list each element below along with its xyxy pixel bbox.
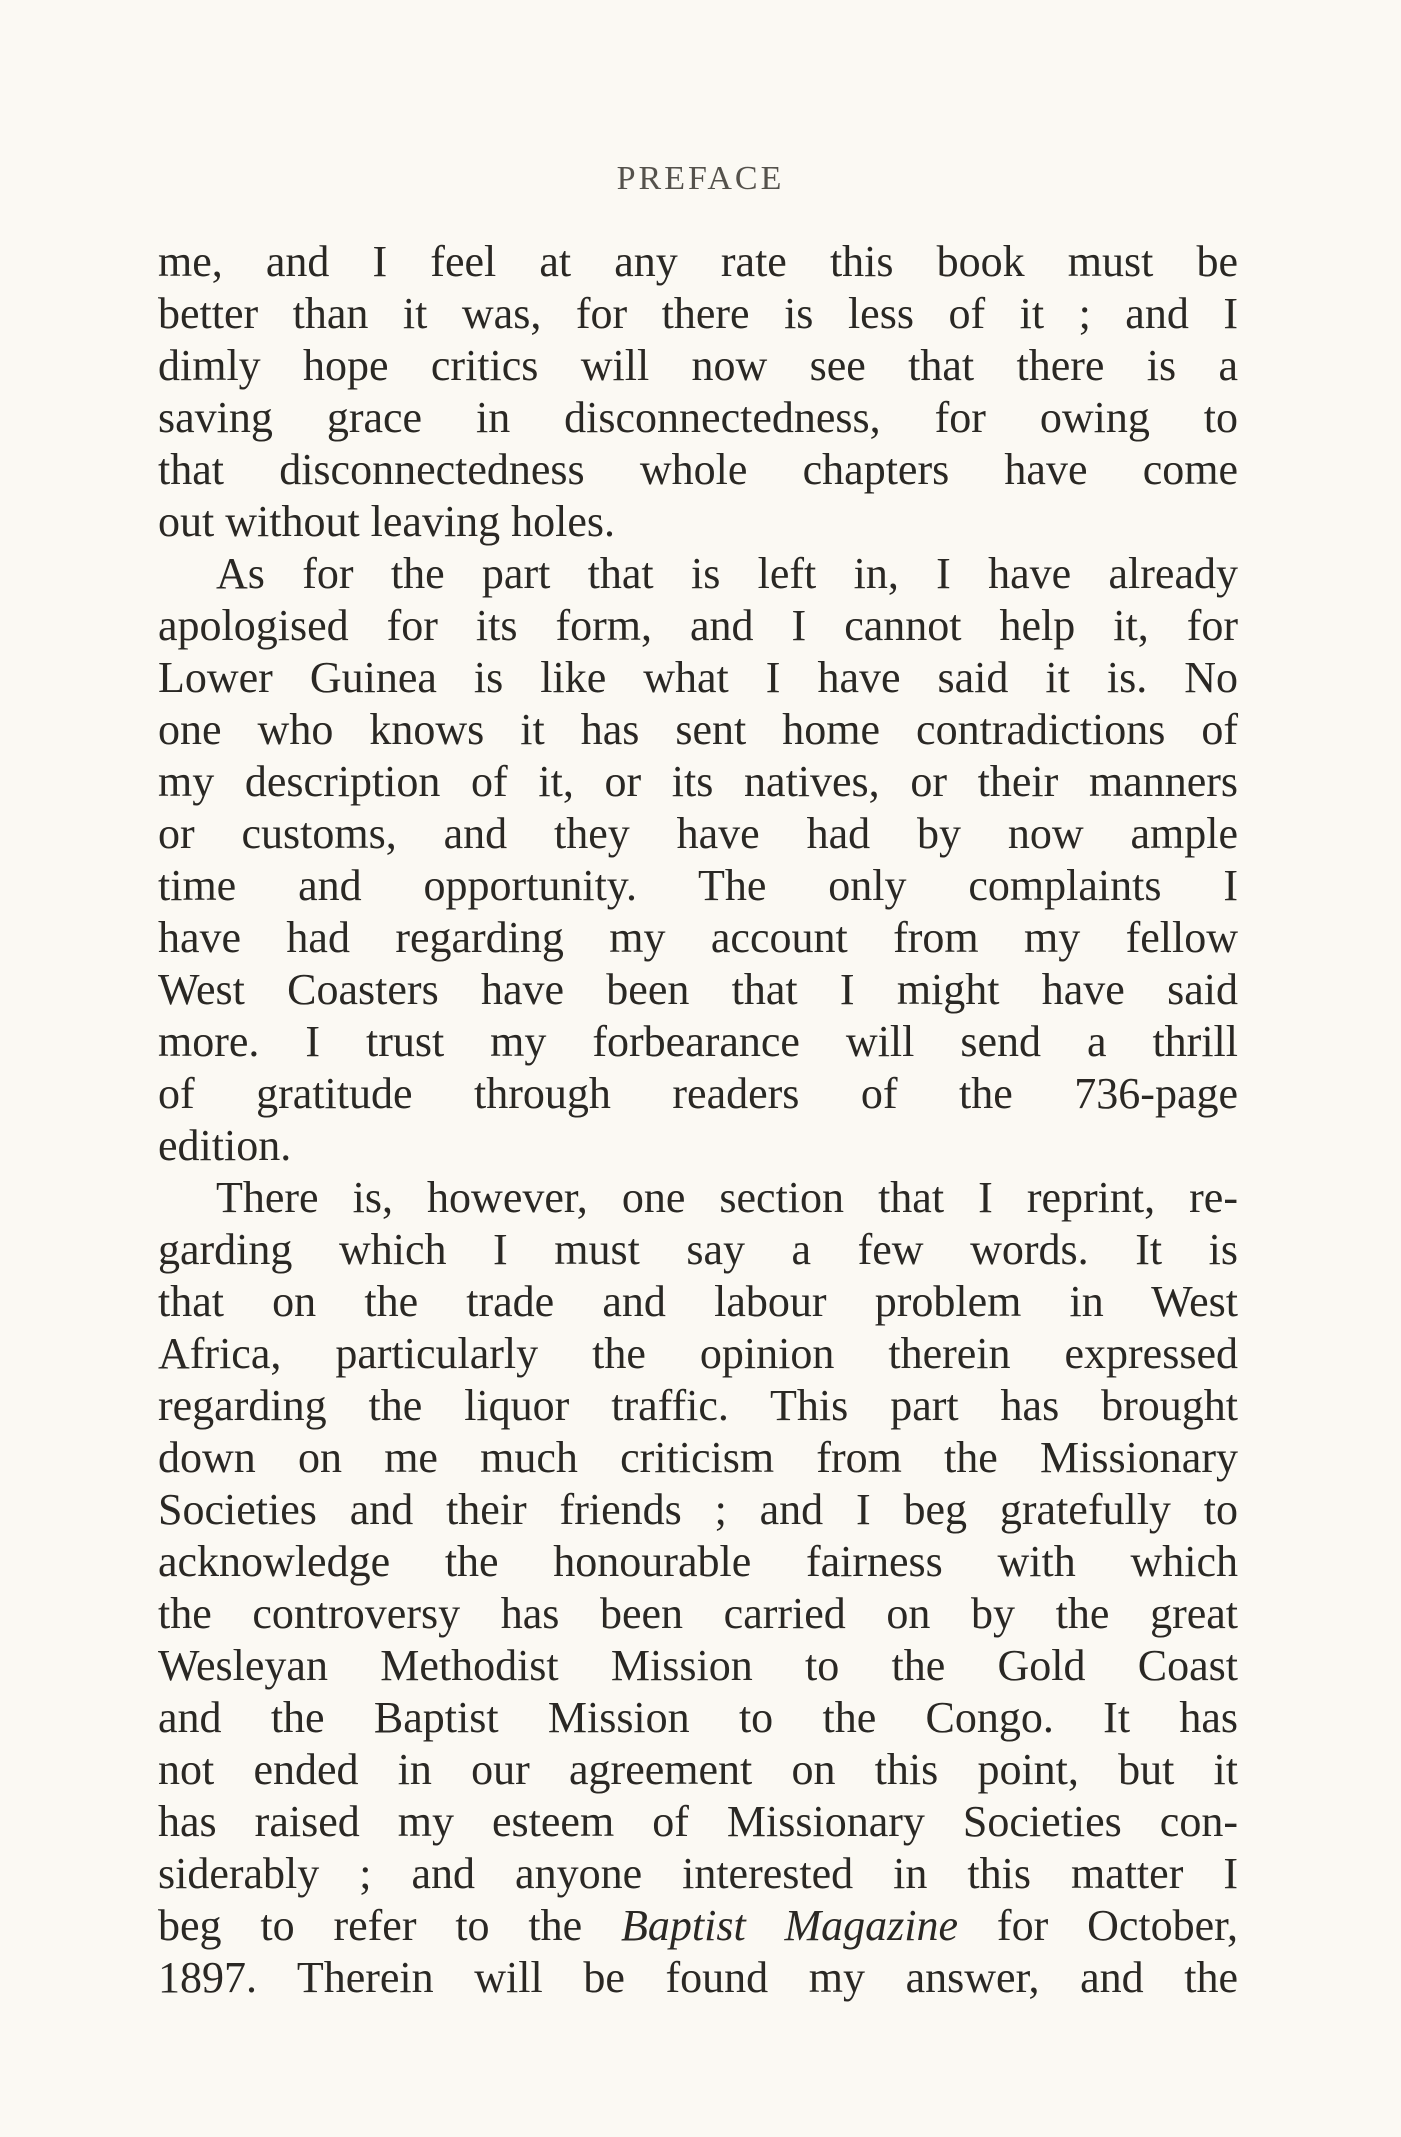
text-line: garding which I must say a few words. It is <box>158 1225 1238 1274</box>
text-line: more. I trust my forbearance will send a thrill <box>158 1017 1238 1066</box>
running-head: PREFACE <box>616 160 785 197</box>
text-line: down on me much criticism from the Missionary <box>158 1433 1238 1482</box>
text-line: not ended in our agreement on this point, but it <box>158 1745 1238 1794</box>
text-line: one who knows it has sent home contradictions of <box>158 705 1238 754</box>
text-line: There is, however, one section that I reprint, re- <box>216 1173 1238 1222</box>
text-segment: beg to refer to the <box>158 1901 621 1950</box>
text-segment: for October, <box>958 1901 1239 1950</box>
italic-title: Baptist Magazine <box>621 1901 959 1950</box>
text-line: siderably ; and anyone interested in this matter I <box>158 1849 1238 1898</box>
text-line: that on the trade and labour problem in West <box>158 1277 1238 1326</box>
text-line: regarding the liquor traffic. This part has brought <box>158 1381 1238 1430</box>
text-line: saving grace in disconnectedness, for owing to <box>158 393 1238 442</box>
text-line: the controversy has been carried on by the great <box>158 1589 1238 1638</box>
text-line: me, and I feel at any rate this book must be <box>158 237 1238 286</box>
text-line: that disconnectedness whole chapters have come <box>158 445 1238 494</box>
text-line <box>158 1900 1238 1952</box>
text-line: better than it was, for there is less of it ; and I <box>158 289 1238 338</box>
text-line: Wesleyan Methodist Mission to the Gold Coast <box>158 1641 1238 1690</box>
text-line: or customs, and they have had by now ample <box>158 809 1238 858</box>
text-line: edition. <box>158 1121 292 1170</box>
text-line: has raised my esteem of Missionary Societies con- <box>158 1797 1238 1846</box>
text-line: of gratitude through readers of the 736-page <box>158 1069 1238 1118</box>
text-line: have had regarding my account from my fellow <box>158 913 1238 962</box>
text-line: dimly hope critics will now see that there is a <box>158 341 1238 390</box>
text-line: Africa, particularly the opinion therein expressed <box>158 1329 1238 1378</box>
text-line: West Coasters have been that I might have said <box>158 965 1238 1014</box>
body-text <box>158 236 1238 2004</box>
text-line: out without leaving holes. <box>158 497 616 546</box>
text-line: apologised for its form, and I cannot help it, for <box>158 601 1238 650</box>
text-line: 1897. Therein will be found my answer, and the <box>158 1953 1238 2002</box>
text-line: Lower Guinea is like what I have said it is. No <box>158 653 1238 702</box>
text-line: time and opportunity. The only complaints I <box>158 861 1238 910</box>
text-line: and the Baptist Mission to the Congo. It has <box>158 1693 1238 1742</box>
text-line: my description of it, or its natives, or their manners <box>158 757 1238 806</box>
text-line: As for the part that is left in, I have already <box>216 549 1238 598</box>
text-line: acknowledge the honourable fairness with which <box>158 1537 1238 1586</box>
text-line: Societies and their friends ; and I beg gratefully to <box>158 1485 1238 1534</box>
